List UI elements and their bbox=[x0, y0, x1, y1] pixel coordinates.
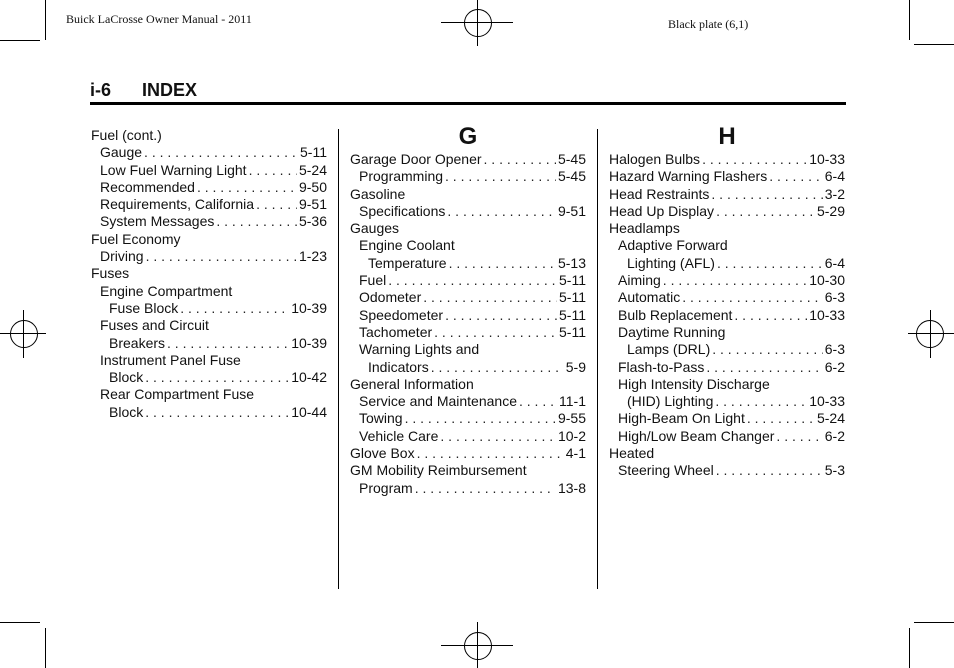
dot-leader bbox=[447, 203, 556, 220]
dot-leader bbox=[249, 162, 297, 179]
dot-leader bbox=[715, 393, 807, 410]
index-entry bbox=[609, 272, 845, 289]
entry-text: Gasoline bbox=[350, 185, 406, 202]
dot-leader bbox=[145, 369, 289, 386]
entry-text: Driving bbox=[100, 248, 144, 265]
manual-title-header: Buick LaCrosse Owner Manual - 2011 bbox=[66, 12, 252, 26]
entry-text: Fuel bbox=[359, 272, 387, 289]
entry-text: Adaptive Forward bbox=[618, 237, 728, 254]
page-title: INDEX bbox=[142, 80, 198, 100]
index-entry bbox=[91, 231, 327, 248]
index-entry bbox=[91, 196, 327, 213]
entry-page: 5-45 bbox=[557, 168, 586, 185]
index-entry bbox=[350, 168, 586, 185]
dot-leader bbox=[434, 324, 557, 341]
index-entry bbox=[350, 237, 586, 254]
entry-page: 10-30 bbox=[809, 272, 845, 289]
entry-text: Instrument Panel Fuse bbox=[100, 351, 241, 368]
entry-text: Gauge bbox=[100, 144, 143, 161]
entry-text: Fuel (cont.) bbox=[91, 127, 162, 143]
index-entry bbox=[350, 410, 586, 427]
index-entry bbox=[91, 144, 327, 161]
entry-text: Garage Door Opener bbox=[350, 151, 482, 167]
section-letter: H bbox=[718, 123, 736, 150]
entry-text: Lighting (AFL) bbox=[627, 254, 715, 271]
index-entry bbox=[350, 307, 586, 324]
entry-text: Flash-to-Pass bbox=[618, 358, 705, 375]
dot-leader bbox=[388, 272, 557, 289]
index-entry bbox=[609, 203, 845, 220]
entry-text: Warning Lights and bbox=[359, 341, 480, 358]
entry-text: Heated bbox=[609, 445, 655, 462]
entry-page: 10-44 bbox=[291, 403, 327, 420]
index-entry bbox=[609, 462, 845, 479]
entry-page: 5-11 bbox=[559, 323, 586, 340]
entry-page: 10-42 bbox=[291, 369, 327, 386]
entry-text: Block bbox=[109, 369, 144, 386]
entry-text: Head Restraints bbox=[609, 185, 710, 202]
entry-text: Rear Compartment Fuse bbox=[100, 386, 255, 403]
index-entry bbox=[350, 151, 586, 168]
column-divider-2 bbox=[597, 129, 598, 589]
index-entry bbox=[609, 341, 845, 358]
entry-text: System Messages bbox=[100, 213, 215, 230]
dot-leader bbox=[256, 196, 297, 213]
entry-page: 9-50 bbox=[298, 178, 327, 195]
dot-leader bbox=[706, 359, 822, 376]
entry-text: Engine Coolant bbox=[359, 237, 455, 254]
index-entry bbox=[609, 324, 845, 341]
entry-page: 5-11 bbox=[300, 144, 327, 161]
entry-page: 6-2 bbox=[824, 358, 845, 375]
dot-leader bbox=[776, 428, 822, 445]
entry-text: Fuel Economy bbox=[91, 230, 181, 247]
dot-leader bbox=[711, 186, 822, 203]
entry-page: 6-4 bbox=[824, 254, 845, 271]
dot-leader bbox=[682, 289, 823, 306]
index-entry bbox=[91, 162, 327, 179]
entry-text: Fuses and Circuit bbox=[100, 317, 209, 334]
index-entry bbox=[350, 462, 586, 479]
entry-text: Head Up Display bbox=[609, 202, 715, 219]
index-entry bbox=[350, 376, 586, 393]
dot-leader bbox=[146, 248, 297, 265]
dot-leader bbox=[734, 307, 807, 324]
entry-text: Engine Compartment bbox=[100, 282, 233, 299]
dot-leader bbox=[417, 445, 564, 462]
entry-page: 10-2 bbox=[557, 427, 586, 444]
entry-text: GM Mobility Reimbursement bbox=[350, 462, 527, 479]
dot-leader bbox=[440, 428, 556, 445]
entry-page: 5-29 bbox=[816, 202, 845, 219]
index-entry bbox=[350, 341, 586, 358]
entry-page: 6-4 bbox=[824, 168, 845, 185]
entry-text: General Information bbox=[350, 375, 474, 392]
index-entry bbox=[609, 255, 845, 272]
index-entry bbox=[91, 127, 327, 144]
index-entry bbox=[609, 289, 845, 306]
dot-leader bbox=[663, 272, 807, 289]
entry-text: Aiming bbox=[618, 272, 661, 289]
entry-page: 5-24 bbox=[816, 410, 845, 427]
entry-text: Indicators bbox=[368, 358, 429, 375]
index-entry bbox=[609, 359, 845, 376]
entry-page: 5-9 bbox=[565, 358, 586, 375]
index-entry bbox=[350, 393, 586, 410]
entry-page: 10-33 bbox=[809, 151, 845, 167]
entry-text: High/Low Beam Changer bbox=[618, 427, 775, 444]
entry-page: 13-8 bbox=[557, 479, 586, 496]
index-column-3 bbox=[609, 123, 845, 480]
entry-text: Tachometer bbox=[359, 323, 433, 340]
entry-text: Service and Maintenance bbox=[359, 393, 517, 410]
dot-leader bbox=[747, 410, 815, 427]
entry-text: Programming bbox=[359, 168, 444, 185]
index-entry bbox=[350, 480, 586, 497]
index-entry bbox=[91, 386, 327, 403]
index-entry bbox=[350, 359, 586, 376]
entry-page: 10-33 bbox=[809, 306, 845, 323]
title-rule bbox=[90, 102, 846, 105]
index-entry bbox=[609, 168, 845, 185]
entry-page: 6-2 bbox=[824, 427, 845, 444]
entry-text: Glove Box bbox=[350, 445, 415, 462]
dot-leader bbox=[716, 203, 815, 220]
index-entry bbox=[350, 289, 586, 306]
dot-leader bbox=[415, 480, 556, 497]
index-entry bbox=[350, 255, 586, 272]
dot-leader bbox=[180, 300, 289, 317]
page-title-row bbox=[90, 80, 846, 102]
dot-leader bbox=[145, 404, 289, 421]
dot-leader bbox=[449, 255, 556, 272]
entry-page: 6-3 bbox=[824, 289, 845, 306]
entry-text: Temperature bbox=[368, 254, 447, 271]
dot-leader bbox=[405, 410, 556, 427]
dot-leader bbox=[702, 151, 807, 168]
entry-page: 9-51 bbox=[298, 196, 327, 213]
index-entry bbox=[91, 248, 327, 265]
dot-leader bbox=[484, 151, 556, 168]
index-entry bbox=[91, 404, 327, 421]
entry-page: 5-36 bbox=[298, 213, 327, 230]
index-entry bbox=[609, 220, 845, 237]
entry-text: Program bbox=[359, 479, 413, 496]
entry-page: 4-1 bbox=[565, 445, 586, 462]
entry-page: 5-3 bbox=[824, 462, 845, 479]
entry-page: 5-11 bbox=[559, 306, 586, 323]
index-entry bbox=[609, 237, 845, 254]
index-entry bbox=[350, 324, 586, 341]
entry-page: 6-3 bbox=[824, 341, 845, 358]
entry-page: 5-45 bbox=[557, 151, 586, 167]
index-entry bbox=[91, 369, 327, 386]
index-entry bbox=[609, 445, 845, 462]
index-entry bbox=[91, 283, 327, 300]
entry-page: 5-11 bbox=[559, 272, 586, 289]
index-entry bbox=[609, 151, 845, 168]
entry-page: 9-51 bbox=[557, 202, 586, 219]
dot-leader bbox=[216, 213, 297, 230]
dot-leader bbox=[716, 462, 823, 479]
index-entry bbox=[609, 186, 845, 203]
index-column-2 bbox=[350, 123, 586, 497]
dot-leader bbox=[423, 289, 557, 306]
entry-text: Block bbox=[109, 403, 144, 420]
entry-text: Automatic bbox=[618, 289, 681, 306]
entry-page: 10-33 bbox=[809, 393, 845, 410]
plate-label-header: Black plate (6,1) bbox=[668, 17, 749, 31]
entry-text: Vehicle Care bbox=[359, 427, 439, 444]
index-entry bbox=[91, 335, 327, 352]
entry-page: 1-23 bbox=[298, 248, 327, 265]
index-entry bbox=[91, 213, 327, 230]
entry-text: (HID) Lighting bbox=[627, 393, 714, 410]
index-entry bbox=[609, 393, 845, 410]
entry-text: High Intensity Discharge bbox=[618, 375, 770, 392]
entry-page: 3-2 bbox=[824, 185, 845, 202]
index-entry bbox=[609, 428, 845, 445]
entry-text: Headlamps bbox=[609, 220, 680, 237]
index-column-1 bbox=[91, 127, 327, 421]
entry-text: Bulb Replacement bbox=[618, 306, 733, 323]
dot-leader bbox=[769, 168, 823, 185]
index-entry bbox=[609, 376, 845, 393]
entry-page: 5-24 bbox=[298, 161, 327, 178]
entry-text: Fuse Block bbox=[109, 299, 179, 316]
entry-text: Steering Wheel bbox=[618, 462, 714, 479]
entry-text: Recommended bbox=[100, 178, 195, 195]
entry-text: Requirements, California bbox=[100, 196, 255, 213]
entry-text: Lamps (DRL) bbox=[627, 341, 711, 358]
entry-page: 11-1 bbox=[559, 393, 586, 410]
entry-text: Odometer bbox=[359, 289, 422, 306]
page-number: i-6 bbox=[90, 80, 112, 100]
entry-text: Speedometer bbox=[359, 306, 444, 323]
dot-leader bbox=[144, 144, 298, 161]
entry-text: Hazard Warning Flashers bbox=[609, 168, 768, 185]
dot-leader bbox=[197, 179, 297, 196]
entry-text: Fuses bbox=[91, 265, 130, 282]
entry-page: 5-13 bbox=[557, 254, 586, 271]
index-entry bbox=[91, 179, 327, 196]
index-entry bbox=[350, 445, 586, 462]
entry-page: 10-39 bbox=[291, 299, 327, 316]
column-divider-1 bbox=[338, 129, 339, 589]
dot-leader bbox=[445, 168, 556, 185]
entry-text: Specifications bbox=[359, 202, 446, 219]
index-entry bbox=[350, 272, 586, 289]
entry-text: Breakers bbox=[109, 334, 166, 351]
entry-page: 9-55 bbox=[557, 410, 586, 427]
dot-leader bbox=[167, 335, 289, 352]
entry-text: Gauges bbox=[350, 220, 400, 237]
dot-leader bbox=[712, 341, 823, 358]
index-entry bbox=[609, 410, 845, 427]
dot-leader bbox=[431, 359, 564, 376]
index-entry bbox=[350, 220, 586, 237]
index-entry bbox=[609, 307, 845, 324]
entry-text: Low Fuel Warning Light bbox=[100, 161, 247, 178]
section-letter: G bbox=[458, 123, 478, 150]
index-entry bbox=[350, 428, 586, 445]
index-entry bbox=[350, 186, 586, 203]
entry-text: Towing bbox=[359, 410, 403, 427]
index-entry bbox=[350, 203, 586, 220]
index-entry bbox=[91, 265, 327, 282]
entry-page: 5-11 bbox=[559, 289, 586, 306]
index-entry bbox=[91, 352, 327, 369]
dot-leader bbox=[717, 255, 823, 272]
index-entry bbox=[91, 300, 327, 317]
entry-text: High-Beam On Light bbox=[618, 410, 745, 427]
index-entry bbox=[91, 317, 327, 334]
entry-text: Halogen Bulbs bbox=[609, 151, 701, 167]
entry-page: 10-39 bbox=[291, 334, 327, 351]
dot-leader bbox=[445, 307, 557, 324]
dot-leader bbox=[519, 393, 557, 410]
entry-text: Daytime Running bbox=[618, 323, 726, 340]
